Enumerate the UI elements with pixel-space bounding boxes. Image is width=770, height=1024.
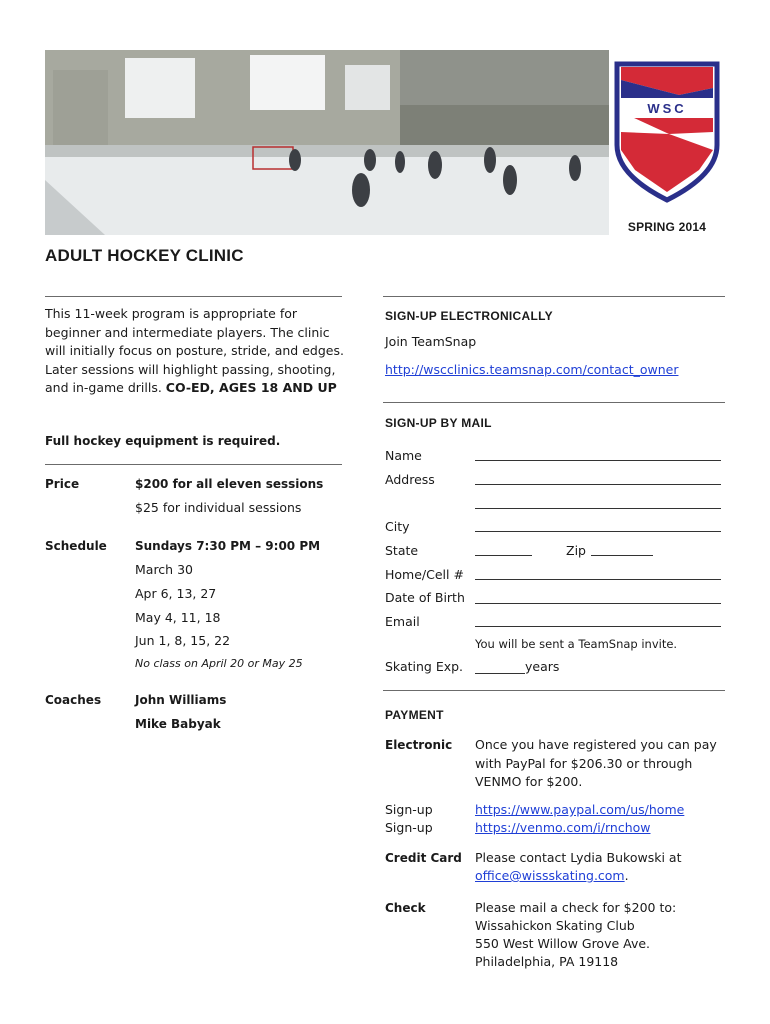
venmo-link[interactable]: https://venmo.com/i/rnchow <box>475 820 651 835</box>
divider <box>45 464 342 465</box>
electronic-label: Electronic <box>385 738 453 752</box>
coach-name: Mike Babyak <box>135 717 221 731</box>
payment-heading: PAYMENT <box>385 708 444 722</box>
season-label: SPRING 2014 <box>627 220 707 234</box>
date-item: Apr 6, 13, 27 <box>135 586 217 601</box>
divider <box>383 296 725 297</box>
email-field[interactable] <box>475 626 721 627</box>
schedule-label: Schedule <box>45 539 107 553</box>
coaches-label: Coaches <box>45 693 102 707</box>
divider <box>383 402 725 403</box>
logo-text: WSC <box>647 101 687 116</box>
join-teamsnap: Join TeamSnap <box>385 334 477 349</box>
address-field[interactable] <box>475 484 721 485</box>
equipment-note: Full hockey equipment is required. <box>45 434 281 448</box>
invite-note: You will be sent a TeamSnap invite. <box>475 637 678 651</box>
check-line: Please mail a check for $200 to: <box>475 900 677 915</box>
no-class-note: No class on April 20 or May 25 <box>135 657 303 670</box>
intro-paragraph <box>45 305 345 398</box>
state-label: State <box>385 543 419 558</box>
dob-label: Date of Birth <box>385 590 465 605</box>
credit-card-contact <box>475 867 629 886</box>
page-title: ADULT HOCKEY CLINIC <box>45 246 244 265</box>
intro-bold: CO-ED, AGES 18 AND UP <box>165 380 337 395</box>
check-line: Wissahickon Skating Club <box>475 918 635 933</box>
credit-card-text: Please contact Lydia Bukowski at <box>475 850 682 865</box>
divider <box>383 690 725 691</box>
wsc-logo <box>609 50 725 235</box>
electronic-text: Once you have registered you can pay with PayPal for $206.30 or through VENMO for $200. <box>475 737 717 789</box>
name-field[interactable] <box>475 460 721 461</box>
skating-label: Skating Exp. <box>385 659 464 674</box>
office-email-link[interactable]: office@wissskating.com <box>475 868 625 883</box>
paypal-link[interactable]: https://www.paypal.com/us/home <box>475 802 685 817</box>
phone-field[interactable] <box>475 579 721 580</box>
price-label: Price <box>45 477 80 491</box>
city-field[interactable] <box>475 531 721 532</box>
check-line: 550 West Willow Grove Ave. <box>475 936 651 951</box>
coach-name: John Williams <box>135 693 227 707</box>
check-label: Check <box>385 901 426 915</box>
schedule-main: Sundays 7:30 PM – 9:00 PM <box>135 539 321 553</box>
address-field-2[interactable] <box>475 508 721 509</box>
date-item: May 4, 11, 18 <box>135 610 221 625</box>
signup-label-paypal: Sign-up <box>385 802 433 817</box>
signup-label-venmo: Sign-up <box>385 820 433 835</box>
rink-photo <box>45 50 609 235</box>
zip-field[interactable] <box>591 555 653 556</box>
signup-mail-heading: SIGN-UP BY MAIL <box>385 416 492 430</box>
price-main: $200 for all eleven sessions <box>135 477 324 491</box>
intro-text: This 11-week program is appropriate for beginner and intermediate players. The clinic will initially focus on posture, stride, and edges. Later sessions will highlight passing, shooting, and in-game drills. <box>45 306 344 395</box>
email-label: Email <box>385 614 420 629</box>
divider <box>45 296 342 297</box>
teamsnap-link[interactable]: http://wscclinics.teamsnap.com/contact_owner <box>385 362 679 377</box>
phone-label: Home/Cell # <box>385 567 464 582</box>
period: . <box>624 868 629 883</box>
address-label: Address <box>385 472 435 487</box>
date-item: Jun 1, 8, 15, 22 <box>135 633 231 648</box>
city-label: City <box>385 519 410 534</box>
signup-electronic-heading: SIGN-UP ELECTRONICALLY <box>385 309 553 323</box>
years-label: years <box>525 659 560 674</box>
check-line: Philadelphia, PA 19118 <box>475 954 619 969</box>
dob-field[interactable] <box>475 603 721 604</box>
name-label: Name <box>385 448 422 463</box>
zip-label: Zip <box>566 543 586 558</box>
state-field[interactable] <box>475 555 532 556</box>
credit-card-label: Credit Card <box>385 851 462 865</box>
price-single: $25 for individual sessions <box>135 500 302 515</box>
date-item: March 30 <box>135 562 193 577</box>
skating-field[interactable] <box>475 673 525 674</box>
